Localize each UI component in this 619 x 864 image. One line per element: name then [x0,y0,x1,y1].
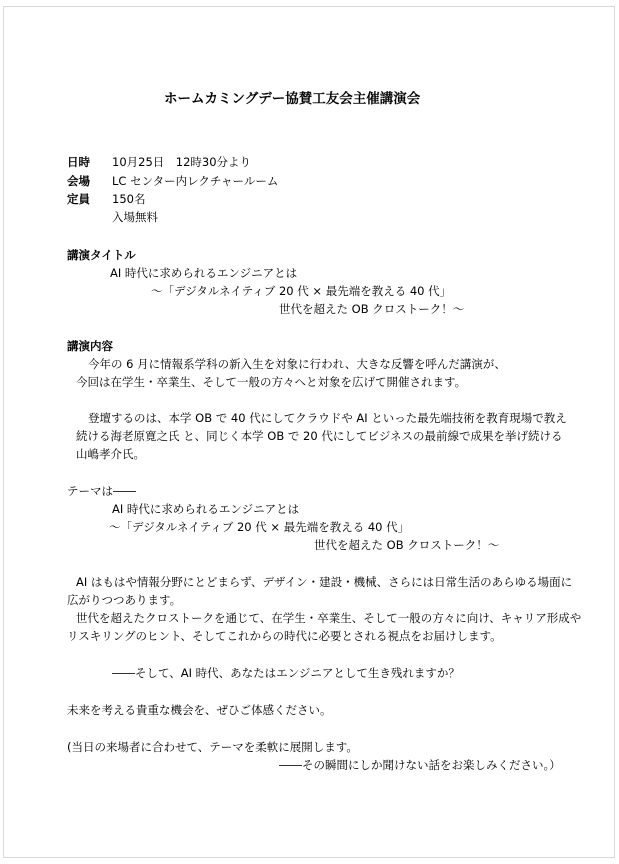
page-title: ホームカミングデー協賛工友会主催講演会 [164,91,421,107]
content-para2-line2: 続ける海老原寛之氏 と、同じく本学 OB で 20 代にしてビジネスの最前線で成果を挙げ続ける [76,429,563,443]
admission-text: 入場無料 [112,210,158,224]
theme-line-2: ～「デジタルネイティブ 20 代 × 最先端を教える 40 代」 [109,520,410,534]
lecture-title-line-1: AI 時代に求められるエンジニアとは [110,266,298,280]
info-label-venue: 会場 [67,174,90,188]
lecture-title-heading: 講演タイトル [67,248,136,262]
content-heading: 講演内容 [67,339,113,353]
lecture-title-line-2: ～「デジタルネイティブ 20 代 × 最先端を教える 40 代」 [151,284,452,298]
theme-line-3: 世代を超えた OB クロストーク！～ [314,538,500,552]
info-value-venue: LC センター内レクチャールーム [112,174,279,188]
lecture-title-line-3: 世代を超えた OB クロストーク！～ [279,302,465,316]
body2-line4: リスキリングのヒント、そしてこれからの時代に必要とされる視点をお届けします。 [67,629,502,643]
body2-line2: 広がりつつあります。 [67,593,182,607]
info-value-capacity: 150名 [112,192,146,206]
theme-line-1: AI 時代に求められるエンジニアとは [112,502,300,516]
info-label-capacity: 定員 [67,192,90,206]
body2-line1: AI はもはや情報分野にとどまらず、デザイン・建設・機械、さらには日常生活のあらゆる場面に [76,575,573,589]
info-label-datetime: 日時 [67,155,90,169]
content-para1-line1: 今年の 6 月に情報系学科の新入生を対象に行われ、大きな反響を呼んだ講演が、 [88,357,506,371]
note-line-2: ――その瞬間にしか聞けない話をお楽しみください。） [279,758,561,772]
content-para2-line3: 山嶋孝介氏。 [76,447,145,461]
info-value-datetime: 10月25日 12時30分より [112,155,252,169]
note-line-1: (当日の来場者に合わせて、テーマを柔軟に展開します。 [67,740,358,754]
content-para1-line2: 今回は在学生・卒業生、そして一般の方々へと対象を広げて開催されます。 [76,375,467,389]
question-text: ――そして、AI 時代、あなたはエンジニアとして生き残れますか？ [112,666,460,680]
invitation-text: 未来を考える貴重な機会を、ぜひご体感ください。 [67,703,332,717]
content-para2-line1: 登壇するのは、本学 OB で 40 代にしてクラウドや AI といった最先端技術を教育現場で教え [88,411,567,425]
body2-line3: 世代を超えたクロストークを通じて、在学生・卒業生、そして一般の方々に向け、キャリア形成や [76,611,582,625]
theme-heading: テーマは―― [67,484,136,498]
